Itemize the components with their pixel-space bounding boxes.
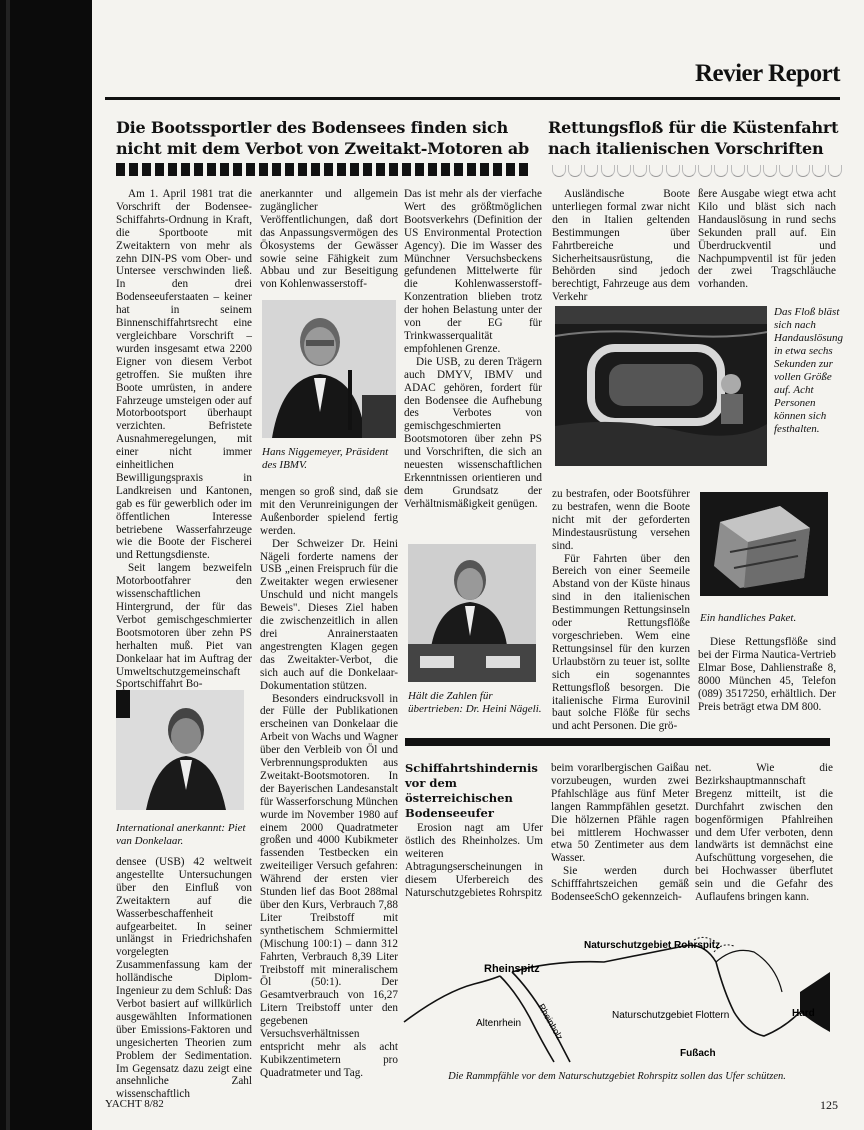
article1-column2a	[260, 188, 398, 292]
dash-mark	[519, 163, 528, 176]
caption-naegeli: Hält die Zahlen für übertrieben: Dr. Heini Nägeli.	[408, 690, 542, 715]
paragraph: net. Wie die Bezirkshauptmannschaft Bregenz mitteilt, ist die Durchfahrt zwischen den bogenförmigen Pfahlreihen und dem Ufer verboten, denn landwärts ist demnächst eine Aufschüttung vorgesehen, die bei Hochwasser überflutet sein und die Gefahr des Auflaufens bringen kann.	[695, 762, 833, 904]
dash-mark	[220, 163, 229, 176]
paragraph: Die USB, zu deren Trägern auch DMYV, IBMV und ADAC gehören, fordert für den Bodensee die Aufhebung des Verbotes von gemischgeschmierten Bootsmotoren über zehn PS und Vorschriften, die sich an neuesten wissenschaftlichen Erkenntnissen orientieren und dem Grundsatz der Verhältnismäßigkeit genügen.	[404, 355, 542, 510]
dash-mark	[168, 163, 177, 176]
article1-column1b	[116, 856, 252, 1101]
photo-van-donkelaar	[116, 690, 244, 810]
droplet-mark	[796, 165, 810, 177]
dash-mark	[181, 163, 190, 176]
dash-mark	[194, 163, 203, 176]
article1-headline: Die Bootssportler des Bodensees finden sich nicht mit dem Verbot von Zweitakt-Motoren ab	[116, 118, 530, 158]
paragraph: densee (USB) 42 weltweit angestellte Untersuchungen über den Einfluß von Zweitaktern auf die Wasserbeschaffenheit aufgearbeitet. In seiner unlängst in Friedrichshafen vorgelegten Zusammenfassung kam der holländische Diplom-Ingenieur zu dem Schluß: Das Verbot basiert auf willkürlich ausgewählten Informationen über Emissions-Faktoren und ungesicherten Theorien zum Problem der Sedimentation. Im Gegensatz dazu zeigt eine ansehnliche Zahl wissenschaftlich	[116, 856, 252, 1101]
dash-mark	[389, 163, 398, 176]
article3-headline: Schiffahrtshindernis vor dem österreichischen Bodenseeufer	[405, 761, 538, 820]
dash-mark	[402, 163, 411, 176]
dash-mark	[441, 163, 450, 176]
headline-dash-rule	[116, 163, 538, 176]
photo-naegeli	[408, 544, 536, 682]
dash-mark	[480, 163, 489, 176]
paragraph: Für Fahrten über den Bereich von einer Seemeile Abstand von der Küste hinaus sind in den italienischen Bestimmungen Rettungsinseln oder Rettungsflöße vorgeschrieben. Wem eine Rettungsinsel für den kurzen Urlaubstörn zu teuer ist, sollte sich ein sogenanntes Rettungsfloß besorgen. Die italienische Firma Eurovinil baut solche Flöße für sechs und acht Personen. Die grö-	[552, 552, 690, 733]
photo-raft-package	[700, 492, 828, 596]
caption-niggemeyer: Hans Niggemeyer, Präsident des IBMV.	[262, 446, 389, 471]
section-title: Revier Report	[694, 60, 840, 87]
droplet-mark	[714, 165, 728, 177]
article3-column-c	[695, 762, 833, 922]
paragraph: Seit langem bezweifeln Motorbootfahrer den wissenschaftlichen Hintergrund, der für das Verbot gemischgeschmierter Bootsmotoren über zehn PS herhalten muß. Piet van Donkelaar hat im Auftrag der Umweltschutzgemeinschaft Sportschiffahrt Bo-	[116, 562, 252, 691]
dash-mark	[207, 163, 216, 176]
droplet-mark	[779, 165, 793, 177]
photo-niggemeyer	[262, 300, 396, 438]
article2-headline: Rettungsfloß für die Küstenfahrt nach italienischen Vorschriften	[548, 118, 839, 158]
droplet-mark	[649, 165, 663, 177]
paragraph: mengen so groß sind, daß sie mit den Verunreinigungen der Außenborder spielend fertig werden.	[260, 486, 398, 537]
article2-column-b	[698, 188, 836, 296]
article2-column-d	[698, 636, 836, 730]
droplet-mark	[828, 165, 842, 177]
page-number: 125	[820, 1098, 838, 1112]
dash-mark	[493, 163, 502, 176]
dash-mark	[285, 163, 294, 176]
map-label-altenrhein: Altenrhein	[476, 1018, 522, 1029]
dash-mark	[142, 163, 151, 176]
paragraph: Erosion nagt am Ufer östlich des Rheinholzes. Um weiteren Abtragungserscheinungen in diesem Uferbereich des Naturschutzgebietes Rohrspitz	[405, 822, 543, 899]
map-label-hard: Hard	[792, 1008, 815, 1019]
top-rule	[105, 97, 840, 100]
droplet-mark	[698, 165, 712, 177]
dash-mark	[363, 163, 372, 176]
dash-mark	[311, 163, 320, 176]
paragraph: beim vorarlbergischen Gaißau vorzubeugen, wurden zwei Pfahlschläge aus fünf Meter langen Rammpfählen gesetzt. Die hölzernen Pfähle ragen bei mittlerem Hochwasser etwa 50 Zentimeter aus dem Wasser.	[551, 762, 689, 865]
dash-mark	[350, 163, 359, 176]
map-label-nsg-rohrspitz: Naturschutzgebiet Rohrspitz	[584, 940, 721, 951]
dash-mark	[259, 163, 268, 176]
droplet-mark	[763, 165, 777, 177]
paragraph: Diese Rettungsflöße sind bei der Firma Nautica-Vertrieb Elmar Bose, Dahlienstraße 8, 8000 München 45, Telefon (089) 3517250, erhältlich. Der Preis beträgt etwa DM 800.	[698, 636, 836, 713]
paragraph: ßere Ausgabe wiegt etwa acht Kilo und bläst sich nach Handauslösung in rund sechs Sekunden prall auf. Ein Überdruckventil und Nachpumpventil ist für jeden der zwei Tragschläuche vorhanden.	[698, 188, 836, 291]
footer-magazine: YACHT 8/82	[105, 1098, 164, 1110]
paragraph: anerkannter und allgemein zugänglicher Veröffentlichungen, daß dort das Anpassungsvermögen des Ökosystems der Gewässer sowie seine Fähigkeit zum Abbau und zur Beseitigung von Kohlenwasserstoff-	[260, 188, 398, 291]
dash-mark	[506, 163, 515, 176]
map-caption: Die Rammpfähle vor dem Naturschutzgebiet Rohrspitz sollen das Ufer schützen.	[448, 1071, 786, 1082]
dash-mark	[298, 163, 307, 176]
droplet-mark	[552, 165, 566, 177]
droplet-mark	[731, 165, 745, 177]
article2-column-c	[552, 488, 690, 733]
left-black-margin	[0, 0, 92, 1130]
caption-package: Ein handliches Paket.	[700, 612, 797, 624]
box-rule	[405, 738, 830, 746]
dash-mark	[454, 163, 463, 176]
paragraph: Das ist mehr als der vierfache Wert des größtmöglichen Bootsverkehrs (Definition der US Environmental Protection Agency). Die im Wasser des Münchner Versuchsbeckens gefundenen Mittelwerte für die Kohlenwasserstoff-Konzentration blieben trotz der hohen Belastung unter der von der EG für Trinkwasserqualität empfohlenen Grenze.	[404, 188, 542, 355]
droplet-mark	[633, 165, 647, 177]
article2-column-a	[552, 188, 690, 304]
map-label-nsg-flottern: Naturschutzgebiet Flottern	[612, 1010, 730, 1021]
map-label-fussach: Fußach	[680, 1048, 716, 1059]
dash-mark	[129, 163, 138, 176]
droplet-mark	[617, 165, 631, 177]
droplet-mark	[682, 165, 696, 177]
dash-mark	[428, 163, 437, 176]
article3-column-a	[405, 822, 543, 922]
droplet-mark	[747, 165, 761, 177]
dash-mark	[233, 163, 242, 176]
article1-column2b	[260, 486, 398, 1092]
dash-mark	[467, 163, 476, 176]
article3-column-b	[551, 762, 689, 922]
dash-mark	[337, 163, 346, 176]
droplet-mark	[568, 165, 582, 177]
dash-mark	[116, 163, 125, 176]
dash-mark	[324, 163, 333, 176]
droplet-mark	[812, 165, 826, 177]
dash-mark	[415, 163, 424, 176]
paragraph: Ausländische Boote unterliegen formal zwar nicht den in Italien geltenden Bestimmungen über Fahrtbereiche und Sicherheitsausrüstung, die Behörden sind jedoch berechtigt, Fahrzeuge aus dem Verkehr	[552, 188, 690, 304]
dash-mark	[246, 163, 255, 176]
droplet-mark	[601, 165, 615, 177]
paragraph: Der Schweizer Dr. Heini Nägeli forderte namens der USB „einen Freispruch für die Zweitakter wegen erwiesener Unschuld und nicht mangels Beweis". Dieses Ziel haben die zwischenzeitlich in allen drei Anrainerstaaten angestrengten Klagen gegen das Zweitakter-Verbot, die sich auch auf die Donkelaar-Dokumentation stützen.	[260, 537, 398, 692]
photo-raft-in-water	[555, 306, 767, 466]
dash-mark	[376, 163, 385, 176]
map-label-rheinspitz: Rheinspitz	[484, 963, 540, 975]
article1-column3	[404, 188, 542, 534]
paragraph: zu bestrafen, oder Bootsführer zu bestrafen, wenn die Boote nicht mit der geforderten Mindestausrüstung versehen sind.	[552, 488, 690, 552]
paragraph: Besonders eindrucksvoll in der Fülle der Publikationen erscheinen van Donkelaar die Arbeit von Wachs und Wagner über den Verbleib von Öl und Verbrennungsprodukten aus Zweitakt-Bootsmotoren. In der Bayerischen Landesanstalt für Wasserforschung München wurde im November 1980 auf einem 2000 Quadratmeter großen und 4000 Kubikmeter fassenden Testbecken ein zweiteiliger Versuch gefahren: Während der ersten vier Stunden lief das Boot 288mal über den Kurs, Verbrauch 7,88 Liter Treibstoff mit synthetischem Schmiermittel (Mischung 100:1) – dann 312 Fahrten, Verbrauch 8,39 Liter Treibstoff mit mineralischem Öl (50:1). Der Gesamtverbrauch von 16,27 Litern Treibstoff unter den gegebenen Versuchsverhältnissen entspricht mehr als acht Kubikzentimetern pro Quadratmeter und Tag.	[260, 692, 398, 1079]
article1-column1	[116, 188, 252, 693]
paragraph: Am 1. April 1981 trat die Vorschrift der Bodensee-Schiffahrts-Ordnung in Kraft, die Sportboote mit Zweitaktern von mehr als zehn DIN-PS vom Ober- und Untersee verschwinden ließ. In den drei Bodenseeuferstaaten – keiner hat in seinem Binnenschiffahrtsrecht eine vergleichbare Vorschrift – wurden insgesamt etwa 2200 Eigner von diesem Verbot getroffen. Sie mußten ihre Boote umrüsten, in andere Fahrzeuge umsteigen oder auf Motorbootsport überhaupt verzichten. Befristete Ausnahmeregelungen, mit einer nicht immer einheitlichen Bewilligungspraxis in Landkreisen und Kantonen, gab es für gewerblich oder im öffentlichen Interesse betriebene Wasserfahrzeuge wie die Boote der Fischerei und Rettungsdienste.	[116, 188, 252, 562]
dash-mark	[155, 163, 164, 176]
caption-raft: Das Floß bläst sich nach Handauslösung in etwa sechs Sekunden zur vollen Größe auf. Acht Personen können sich festhalten.	[774, 306, 844, 435]
droplet-mark	[584, 165, 598, 177]
dash-mark	[272, 163, 281, 176]
shoreline-map	[404, 932, 830, 1066]
caption-van-donkelaar: International anerkannt: Piet van Donkelaar.	[116, 822, 246, 847]
map-label-rheinholz: Rheinholz	[536, 1002, 565, 1042]
paragraph: Sie werden durch Schifffahrtszeichen gemäß BodenseeSchO gekennzeich-	[551, 865, 689, 904]
droplet-mark	[666, 165, 680, 177]
headline-droplet-rule	[552, 165, 842, 179]
